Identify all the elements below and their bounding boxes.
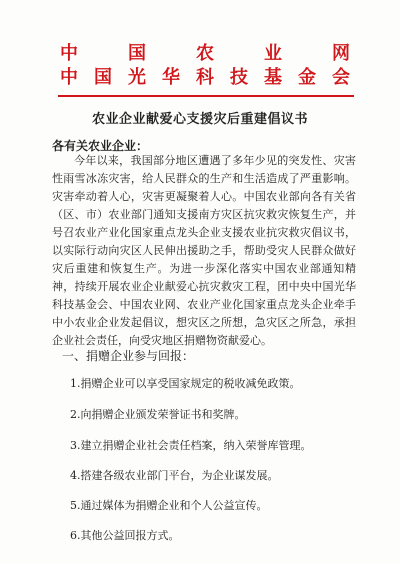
section-heading: 一、捐赠企业参与回报： [62,349,195,363]
letterhead-char: 光 [128,67,146,88]
letterhead-char: 中 [60,43,78,64]
letterhead-char: 会 [332,67,350,88]
salutation: 各有关农业企业： [52,139,149,153]
letterhead-char: 金 [298,67,316,88]
letterhead-char: 基 [264,67,282,88]
document-title: 农业企业献爱心支援灾后重建倡议书 [91,112,308,127]
letterhead-line-1 [60,43,350,65]
letterhead-char: 中 [60,67,78,88]
list-item: 3.建立捐赠企业社会责任档案，纳入荣誉库管理。 [70,439,312,452]
body-paragraph [52,152,356,350]
list-item: 2.向捐赠企业颁发荣誉证书和奖牌。 [70,408,246,421]
list-item: 6.其他公益回报方式。 [70,529,180,542]
letterhead-char: 技 [230,67,248,88]
letterhead-char: 华 [162,67,180,88]
letterhead-char: 国 [94,67,112,88]
letterhead-char: 科 [196,67,214,88]
paragraph-text: 今年以来，我国部分地区遭遇了多年少见的突发性、灾害性雨雪冰冻灾害，给人民群众的生产和生活造成了严重影响。灾害牵动着人心，灾害更凝聚着人心。中国农业部向各有关省（区、市）农业部门通知支援南方灾区抗灾救灾恢复生产，并号召农业产业化国家重点龙头企业支援农业抗灾救灾倡议书，以实际行动向灾区人民伸出援助之手，帮助受灾人民群众做好灾后重建和恢复生产。为进一步深化落实中国农业部通知精神，持续开展农业企业献爱心抗灾救灾工程，团中央中国光华科技基金会、中国农业网、农业产业化国家重点龙头企业牵手中小农业企业发起倡议，想灾区之所想，急灾区之所急，承担企业社会责任，向受灾地区捐赠物资献爱心。 [52,154,356,347]
letterhead-char: 农 [196,43,214,64]
list-item: 4.搭建各级农业部门平台，为企业谋发展。 [70,469,279,482]
letterhead-line-2 [60,67,350,89]
letterhead-char: 国 [128,43,146,64]
letterhead-char: 业 [264,43,282,64]
letterhead-char: 网 [332,43,350,64]
letterhead-divider [58,95,354,97]
list-item: 5.通过媒体为捐赠企业和个人公益宣传。 [70,499,268,512]
list-item: 1.捐赠企业可以享受国家规定的税收减免政策。 [70,377,301,390]
